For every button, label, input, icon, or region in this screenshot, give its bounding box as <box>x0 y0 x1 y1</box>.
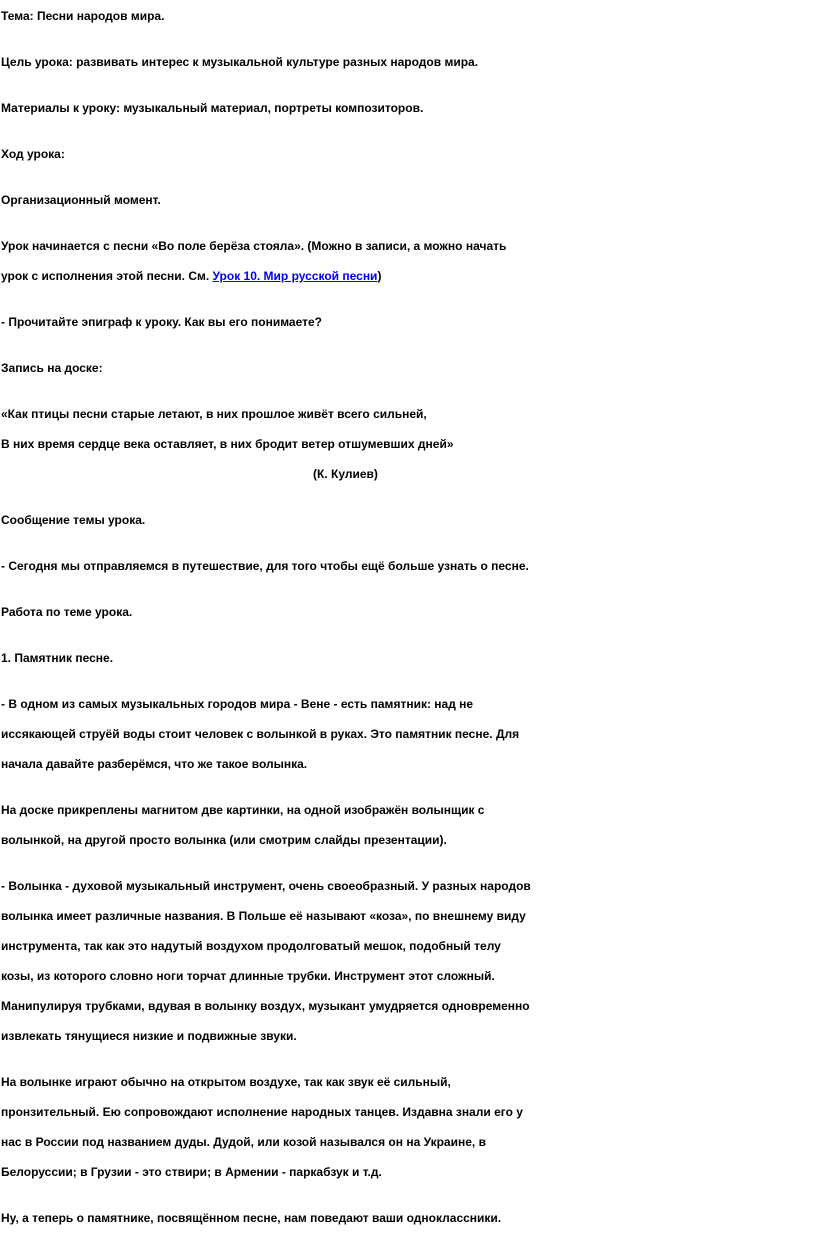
journey-paragraph: - Сегодня мы отправляемся в путешествие, для того чтобы ещё больше узнать о песне. <box>1 559 529 573</box>
lesson-goal: Цель урока: развивать интерес к музыкальной культуре разных народов мира. <box>1 55 479 69</box>
vienna-line-1: - В одном из самых музыкальных городов мира - Вене - есть памятник: над не <box>1 697 474 711</box>
intro-line-2-close: ) <box>377 269 382 283</box>
bagpipe-line-5: Манипулируя трубками, вдувая в волынку воздух, музыкант умудряется одновременно <box>1 999 530 1013</box>
epigraph-block <box>1 399 816 489</box>
outdoor-line-1: На волынке играют обычно на открытом воздухе, так как звук её сильный, <box>1 1075 451 1089</box>
epigraph-question: - Прочитайте эпиграф к уроку. Как вы его понимаете? <box>1 315 322 329</box>
bagpipe-line-4: козы, из которого словно ноги торчат длинные трубки. Инструмент этот сложный. <box>1 969 495 983</box>
bagpipe-line-2: волынка имеет различные названия. В Польше её называют «коза», по внешнему виду <box>1 909 526 923</box>
vienna-line-2: иссякающей струёй воды стоит человек с волынкой в руках. Это памятник песне. Для <box>1 727 520 741</box>
board-pictures-line-1: На доске прикреплены магнитом две картинки, на одной изображён волынщик с <box>1 803 485 817</box>
board-pictures-line-2: волынкой, на другой просто волынка (или смотрим слайды презентации). <box>1 833 447 847</box>
intro-line-2-text: урок с исполнения этой песни. См. <box>1 269 213 283</box>
monument-heading: 1. Памятник песне. <box>1 651 114 665</box>
bagpipe-line-6: извлекать тянущиеся низкие и подвижные звуки. <box>1 1029 297 1043</box>
bagpipe-line-3: инструмента, так как это надутый воздухом продолговатый мешок, подобный телу <box>1 939 501 953</box>
lesson-10-link[interactable]: Урок 10. Мир русской песни <box>212 269 378 283</box>
lesson-materials: Материалы к уроку: музыкальный материал, портреты композиторов. <box>1 101 424 115</box>
outdoor-line-2: пронзительный. Ею сопровождают исполнение народных танцев. Издавна знали его у <box>1 1105 523 1119</box>
intro-line-2 <box>1 261 816 291</box>
epigraph-line-2: В них время сердце века оставляет, в них бродит ветер отшумевших дней» <box>1 437 454 451</box>
intro-line-1: Урок начинается с песни «Во поле берёза стояла». (Можно в записи, а можно начать <box>1 239 507 253</box>
vienna-line-3: начала давайте разберёмся, что же такое волынка. <box>1 757 308 771</box>
lesson-course-heading: Ход урока: <box>1 147 65 161</box>
epigraph-author: (К. Кулиев) <box>313 467 378 481</box>
bagpipe-paragraph <box>1 871 816 1051</box>
intro-paragraph <box>1 231 816 291</box>
outdoor-line-3: нас в России под названием дуды. Дудой, или козой назывался он на Украине, в <box>1 1135 486 1149</box>
org-moment-heading: Организационный момент. <box>1 193 161 207</box>
classmates-paragraph: Ну, а теперь о памятнике, посвящённом песне, нам поведают ваши одноклассники. <box>1 1211 502 1225</box>
topic-message-heading: Сообщение темы урока. <box>1 513 146 527</box>
lesson-topic: Тема: Песни народов мира. <box>1 9 165 23</box>
bagpipe-line-1: - Волынка - духовой музыкальный инструмент, очень своеобразный. У разных народов <box>1 879 531 893</box>
board-pictures-paragraph <box>1 795 816 855</box>
board-note-heading: Запись на доске: <box>1 361 103 375</box>
vienna-paragraph <box>1 689 816 779</box>
outdoor-line-4: Белоруссии; в Грузии - это ствири; в Армении - паркабзук и т.д. <box>1 1165 382 1179</box>
work-heading: Работа по теме урока. <box>1 605 133 619</box>
epigraph-line-1: «Как птицы песни старые летают, в них прошлое живёт всего сильней, <box>1 407 427 421</box>
outdoor-paragraph <box>1 1067 816 1187</box>
